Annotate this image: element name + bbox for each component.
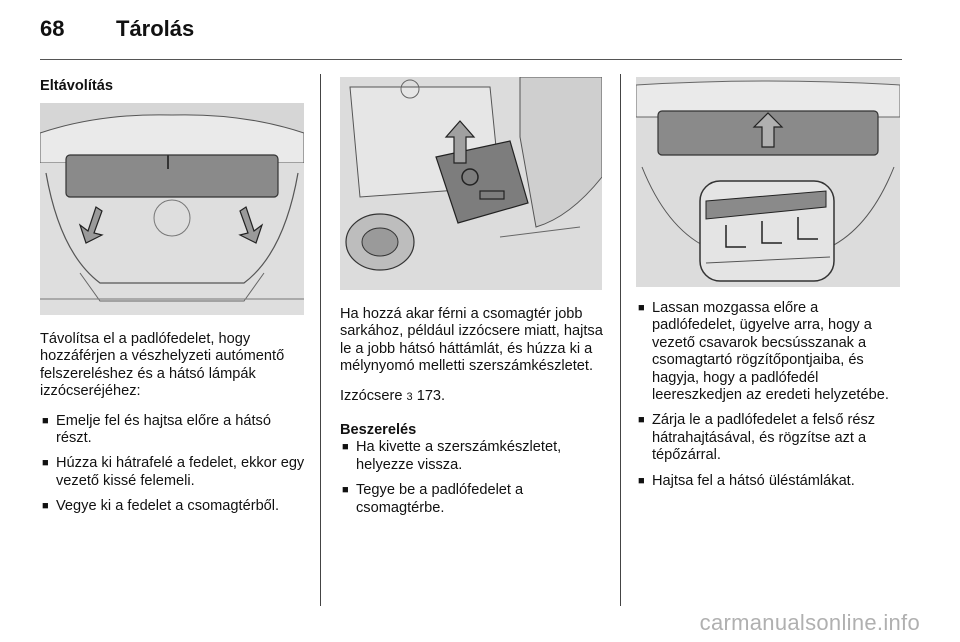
cross-reference xyxy=(340,388,610,406)
figure-floor-cover-install xyxy=(636,77,900,287)
figure-floor-cover-removal xyxy=(40,103,304,315)
column-divider-1 xyxy=(320,74,321,606)
page-number: 68 xyxy=(40,16,65,41)
header-rule xyxy=(40,59,902,60)
column-1-text xyxy=(40,331,306,524)
column-2-text xyxy=(340,306,610,525)
chapter-title: Tárolás xyxy=(116,16,195,41)
page-header xyxy=(40,16,902,50)
reference-page-link[interactable]: 173. xyxy=(416,387,446,404)
list-item: ■ Lassan mozgassa előre a padlófedelet, ügyelve arra, hogy a vezető csavarok becsússzanak a csomagtartó rögzítőpontjaiba, és hagyja, hogy a padlófedél leereszkedjen az eredeti helyzetébe. xyxy=(636,300,902,404)
list-item: ■ Vegye ki a fedelet a csomagtérből. xyxy=(40,498,306,515)
intro-paragraph: Távolítsa el a padlófedelet, hogy hozzáférjen a vészhelyzeti autómentő felszereléshez és a hátsó lámpák izzócseréjéhez: xyxy=(40,331,285,400)
list-item: ■ Emelje fel és hajtsa előre a hátsó részt. xyxy=(40,413,306,448)
list-item: ■ Húzza ki hátrafelé a fedelet, ekkor egy vezető kissé felemeli. xyxy=(40,455,306,490)
figure-tool-kit xyxy=(340,77,602,290)
section-title-removal: Eltávolítás xyxy=(40,78,113,94)
trunk-illustration-1 xyxy=(40,103,304,315)
list-item: ■ Hajtsa fel a hátsó üléstámlákat. xyxy=(636,473,902,490)
list-item: ■ Tegye be a padlófedelet a csomagtérbe. xyxy=(340,482,610,517)
column-3-text xyxy=(636,300,902,498)
reference-label: Izzócsere xyxy=(340,387,403,404)
list-item: ■ Zárja le a padlófedelet a felső rész hátrahajtásával, és rögzítse azt a tépőzárral. xyxy=(636,412,902,464)
install-steps xyxy=(340,439,610,517)
removal-steps xyxy=(40,413,306,516)
trunk-illustration-3 xyxy=(636,77,900,287)
reference-arrow-icon: 3 xyxy=(406,390,413,403)
watermark: carmanualsonline.info xyxy=(699,610,920,635)
column-1 xyxy=(40,78,306,95)
column-divider-2 xyxy=(620,74,621,606)
access-paragraph: Ha hozzá akar férni a csomagtér jobb sarkához, például izzócsere miatt, hajtsa le a jobb hátsó háttámlát, és húzza ki a mélynyomó melletti szerszámkészletet. xyxy=(340,306,603,375)
list-item: ■ Ha kivette a szerszámkészletet, helyezze vissza. xyxy=(340,439,610,474)
trunk-illustration-2 xyxy=(340,77,602,290)
section-title-install: Beszerelés xyxy=(340,422,417,439)
install-steps-continued xyxy=(636,300,902,490)
